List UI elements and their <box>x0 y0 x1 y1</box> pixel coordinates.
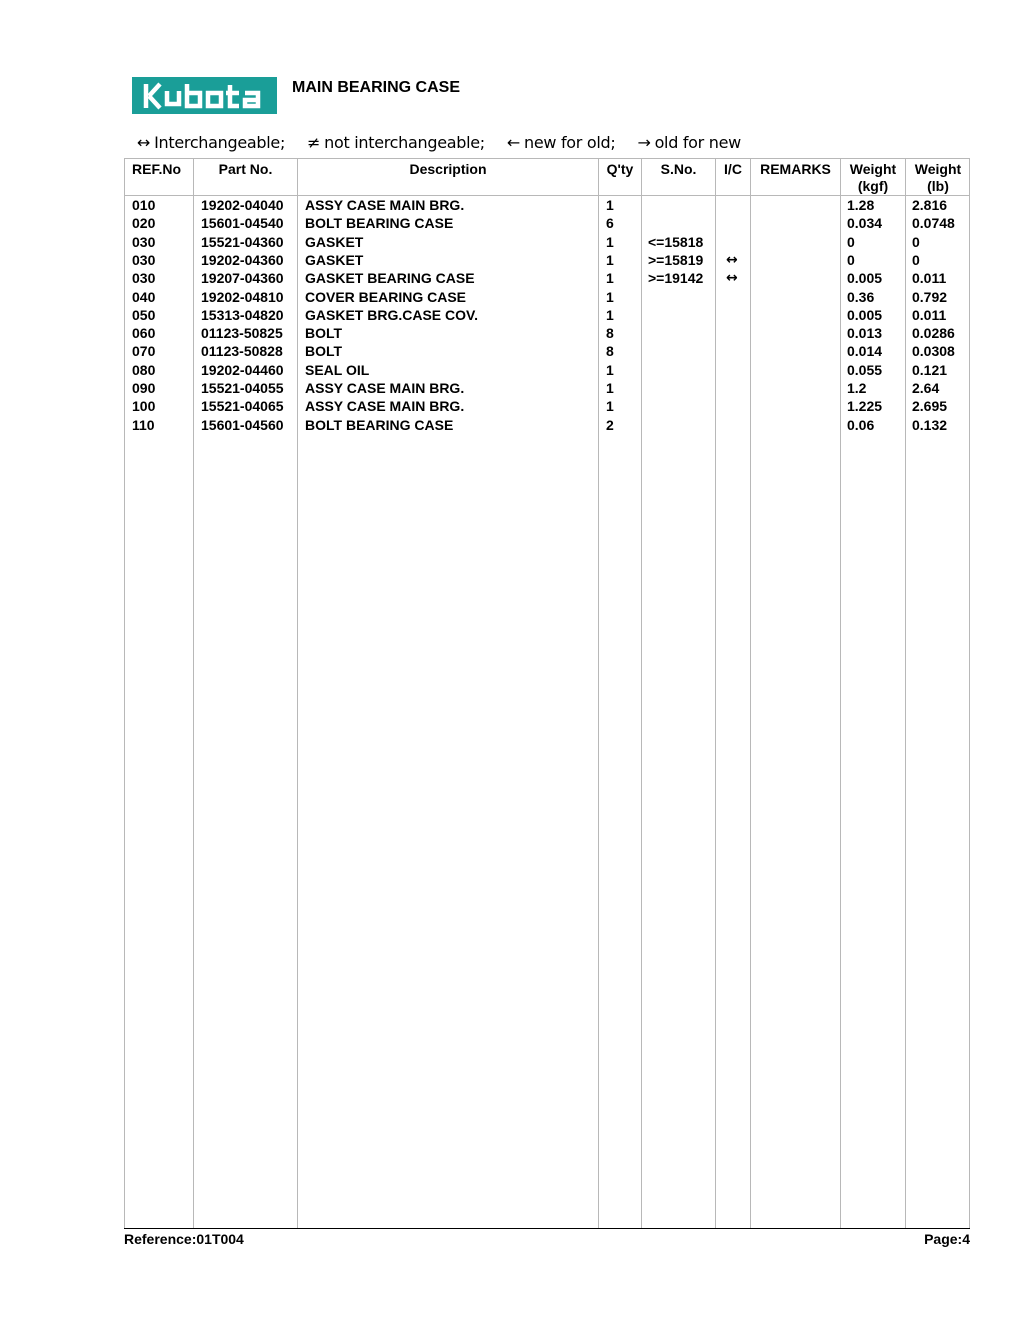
cell-wlb: 2.695 <box>912 398 948 415</box>
cell-part: 15601-04540 <box>201 215 284 232</box>
cell-wkgf: 0.005 <box>847 270 883 287</box>
cell-wkgf: 0.034 <box>847 215 883 232</box>
cell-wkgf: 0 <box>847 251 855 268</box>
cell-ref: 020 <box>132 215 156 232</box>
cell-ref: 060 <box>132 325 156 342</box>
cell-desc: BOLT BEARING CASE <box>305 416 454 433</box>
cell-qty: 1 <box>606 197 614 213</box>
table-row <box>125 379 969 397</box>
cell-ic: ↔ <box>726 251 738 268</box>
cell-part: 15601-04560 <box>201 416 284 433</box>
cell-wlb: 0.0286 <box>912 325 955 342</box>
table-row <box>125 269 969 287</box>
parts-table <box>124 158 970 1229</box>
cell-ref: 030 <box>132 270 156 287</box>
table-row <box>125 214 969 232</box>
page-number: Page:4 <box>924 1231 970 1247</box>
cell-qty: 1 <box>606 398 614 415</box>
cell-desc: BOLT <box>305 325 343 342</box>
header-ic: I/C <box>724 161 742 177</box>
table-row <box>125 251 969 269</box>
cell-wlb: 0.792 <box>912 288 948 305</box>
cell-ref: 050 <box>132 306 156 323</box>
cell-part: 15521-04055 <box>201 380 284 396</box>
header-description: Description <box>409 161 487 177</box>
cell-qty: 1 <box>606 270 614 287</box>
cell-wlb: 0.011 <box>912 306 947 323</box>
cell-qty: 1 <box>606 306 614 323</box>
cell-desc: GASKET <box>305 233 364 250</box>
cell-wkgf: 0.005 <box>847 306 883 323</box>
header-qty: Q'ty <box>606 161 634 177</box>
cell-part: 19202-04360 <box>201 251 284 268</box>
cell-ref: 070 <box>132 343 156 360</box>
footer-divider <box>124 1228 970 1229</box>
table-row <box>125 324 969 342</box>
header-weight-kgf-line2: (kgf) <box>857 178 889 194</box>
table-row <box>125 416 969 434</box>
cell-part: 19202-04460 <box>201 361 284 378</box>
header-weight-kgf-line1: Weight <box>849 161 897 177</box>
header-weight-lb-line1: Weight <box>914 161 962 177</box>
header-part-no: Part No. <box>218 161 273 177</box>
cell-wlb: 0.121 <box>912 361 948 378</box>
cell-qty: 1 <box>606 233 614 250</box>
cell-qty: 2 <box>606 416 614 433</box>
cell-ref: 110 <box>132 416 155 433</box>
legend-interchangeable <box>137 133 285 152</box>
cell-ref: 030 <box>132 251 156 268</box>
reference-code: Reference:01T004 <box>124 1231 244 1247</box>
cell-wkgf: 0.36 <box>847 288 875 305</box>
cell-wlb: 0 <box>912 251 920 268</box>
cell-ref: 080 <box>132 361 156 378</box>
cell-wlb: 0.011 <box>912 270 947 287</box>
cell-qty: 8 <box>606 343 614 360</box>
cell-wkgf: 1.28 <box>847 197 875 213</box>
cell-desc: BOLT <box>305 343 343 360</box>
cell-ref: 010 <box>132 197 156 213</box>
header-remarks: REMARKS <box>760 161 831 177</box>
table-row <box>125 397 969 415</box>
right-arrow-icon: → <box>637 133 651 152</box>
cell-desc: ASSY CASE MAIN BRG. <box>305 398 465 415</box>
cell-desc: ASSY CASE MAIN BRG. <box>305 197 465 213</box>
cell-part: 15313-04820 <box>201 306 284 323</box>
cell-part: 15521-04065 <box>201 398 284 415</box>
legend-new-for-old <box>507 133 616 152</box>
page-title: MAIN BEARING CASE <box>292 79 461 96</box>
interchangeability-legend <box>137 133 741 152</box>
table-row <box>125 306 969 324</box>
table-row <box>125 342 969 360</box>
cell-wlb: 0 <box>912 233 920 250</box>
cell-wlb: 0.0748 <box>912 215 955 232</box>
cell-wlb: 0.132 <box>912 416 948 433</box>
cell-sno: <=15818 <box>648 233 704 250</box>
cell-desc: BOLT BEARING CASE <box>305 215 454 232</box>
cell-ref: 030 <box>132 233 156 250</box>
cell-wkgf: 0.055 <box>847 361 883 378</box>
cell-qty: 1 <box>606 288 614 305</box>
legend-old-for-new <box>637 133 740 152</box>
legend-label: old for new <box>654 133 741 152</box>
cell-desc: GASKET BEARING CASE <box>305 270 475 287</box>
left-arrow-icon: ← <box>506 133 521 152</box>
legend-label: not interchangeable; <box>324 133 485 152</box>
cell-wkgf: 0.014 <box>847 343 883 360</box>
cell-desc: GASKET BRG.CASE COV. <box>305 306 478 323</box>
cell-part: 01123-50825 <box>201 325 283 342</box>
header-weight-lb-line2: (lb) <box>927 178 949 194</box>
kubota-logo <box>132 77 277 114</box>
header-weight-kgf <box>841 161 905 195</box>
table-row <box>125 288 969 306</box>
cell-part: 19202-04810 <box>201 288 284 305</box>
table-row <box>125 361 969 379</box>
cell-desc: ASSY CASE MAIN BRG. <box>305 380 465 396</box>
cell-wlb: 0.0308 <box>912 343 955 360</box>
two-way-arrow-icon: ↔ <box>137 133 151 152</box>
cell-ref: 090 <box>132 380 156 396</box>
cell-ref: 100 <box>132 398 156 415</box>
not-equal-icon: ≠ <box>307 133 321 152</box>
cell-part: 01123-50828 <box>201 343 283 360</box>
cell-wlb: 2.816 <box>912 197 948 213</box>
header-ref: REF.No <box>132 161 181 177</box>
cell-qty: 1 <box>606 380 614 396</box>
cell-wkgf: 1.225 <box>847 398 883 415</box>
cell-desc: COVER BEARING CASE <box>305 288 467 305</box>
legend-label: new for old; <box>524 133 616 152</box>
cell-wkgf: 1.2 <box>847 380 867 396</box>
cell-part: 15521-04360 <box>201 233 284 250</box>
cell-wkgf: 0.06 <box>847 416 875 433</box>
cell-qty: 1 <box>606 361 614 378</box>
cell-qty: 6 <box>606 215 614 232</box>
cell-qty: 8 <box>606 325 614 342</box>
cell-wlb: 2.64 <box>912 380 940 396</box>
legend-not-interchangeable <box>307 133 485 152</box>
table-row <box>125 196 969 214</box>
cell-sno: >=19142 <box>648 270 704 287</box>
cell-part: 19207-04360 <box>201 270 284 287</box>
cell-ic: ↔ <box>726 270 738 287</box>
cell-desc: GASKET <box>305 251 364 268</box>
header-weight-lb <box>906 161 970 195</box>
cell-sno: >=15819 <box>648 251 704 268</box>
cell-part: 19202-04040 <box>201 197 284 213</box>
kubota-logo-mark <box>140 81 270 111</box>
cell-ref: 040 <box>132 288 156 305</box>
table-row <box>125 233 969 251</box>
legend-label: Interchangeable; <box>154 133 286 152</box>
cell-desc: SEAL OIL <box>305 361 370 378</box>
cell-qty: 1 <box>606 251 614 268</box>
header-serial-no: S.No. <box>660 161 697 177</box>
cell-wkgf: 0 <box>847 233 855 250</box>
cell-wkgf: 0.013 <box>847 325 883 342</box>
